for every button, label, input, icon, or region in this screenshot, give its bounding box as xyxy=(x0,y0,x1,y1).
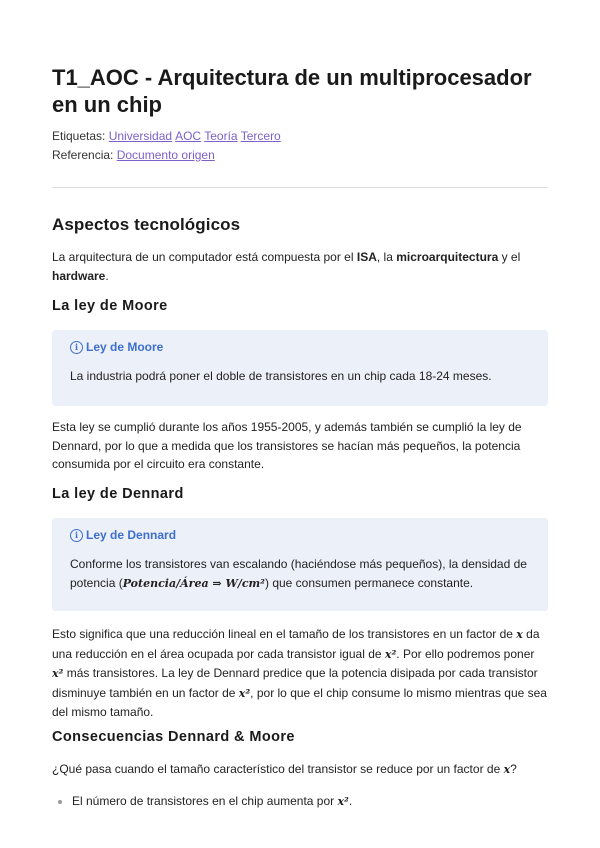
tags-row xyxy=(52,128,281,144)
bullet-icon xyxy=(58,800,62,804)
consequences-list xyxy=(58,792,352,811)
info-icon: i xyxy=(70,529,83,542)
list-item: El número de transistores en el chip aumenta por x². xyxy=(58,792,352,811)
reference-label: Referencia: xyxy=(52,148,114,162)
paragraph-dennard: Esto significa que una reducción lineal en el tamaño de los transistores en un factor de x da una reducción en el área ocupada por cada transistor igual de x². Por ello podremos poner x² más transistores. La ley de Dennard predice que la potencia disipada por cada transistor disminuye también en un factor de x², por lo que el chip consume lo mismo mientras que sea del mismo tamaño. xyxy=(52,627,547,719)
tags-label: Etiquetas: xyxy=(52,129,106,143)
callout-title-dennard: i Ley de Dennard xyxy=(70,528,176,542)
tag-link-universidad[interactable]: Universidad xyxy=(108,129,173,143)
reference-link[interactable]: Documento origen xyxy=(116,148,215,162)
page-title: T1_AOC - Arquitectura de un multiprocesador en un chip xyxy=(52,65,532,117)
divider xyxy=(52,187,548,188)
callout-body-moore: La industria podrá poner el doble de transistores en un chip cada 18-24 meses. xyxy=(70,369,492,383)
paragraph-architecture: La arquitectura de un computador está compuesta por el ISA, la microarquitectura y el hardware. xyxy=(52,250,521,283)
subsection-heading-moore: La ley de Moore xyxy=(52,298,168,314)
subsection-heading-consequences: Consecuencias Dennard & Moore xyxy=(52,729,295,745)
callout-dennard xyxy=(52,518,548,611)
math-power-density: Potencia/Área ⇒ W/cm² xyxy=(122,576,265,590)
info-icon: i xyxy=(70,341,83,354)
subsection-heading-dennard: La ley de Dennard xyxy=(52,486,184,502)
tag-link-tercero[interactable]: Tercero xyxy=(240,129,281,143)
tag-link-teoria[interactable]: Teoría xyxy=(204,129,238,143)
reference-row xyxy=(52,147,215,163)
paragraph-question: ¿Qué pasa cuando el tamaño característico del transistor se reduce por un factor de x? xyxy=(52,762,517,776)
callout-title-moore: i Ley de Moore xyxy=(70,340,163,354)
paragraph-moore: Esta ley se cumplió durante los años 1955-2005, y además también se cumplió la ley de Dennard, por lo que a medida que los transistores se hacían más pequeños, la potencia consumida por el circuito era constante. xyxy=(52,420,522,471)
callout-body-dennard: Conforme los transistores van escalando (haciéndose más pequeños), la densidad de potencia (Potencia/Área ⇒ W/cm²) que consumen permanece constante. xyxy=(70,557,527,590)
section-heading-aspectos: Aspectos tecnológicos xyxy=(52,215,241,234)
tag-link-aoc[interactable]: AOC xyxy=(175,129,202,143)
callout-moore xyxy=(52,330,548,406)
